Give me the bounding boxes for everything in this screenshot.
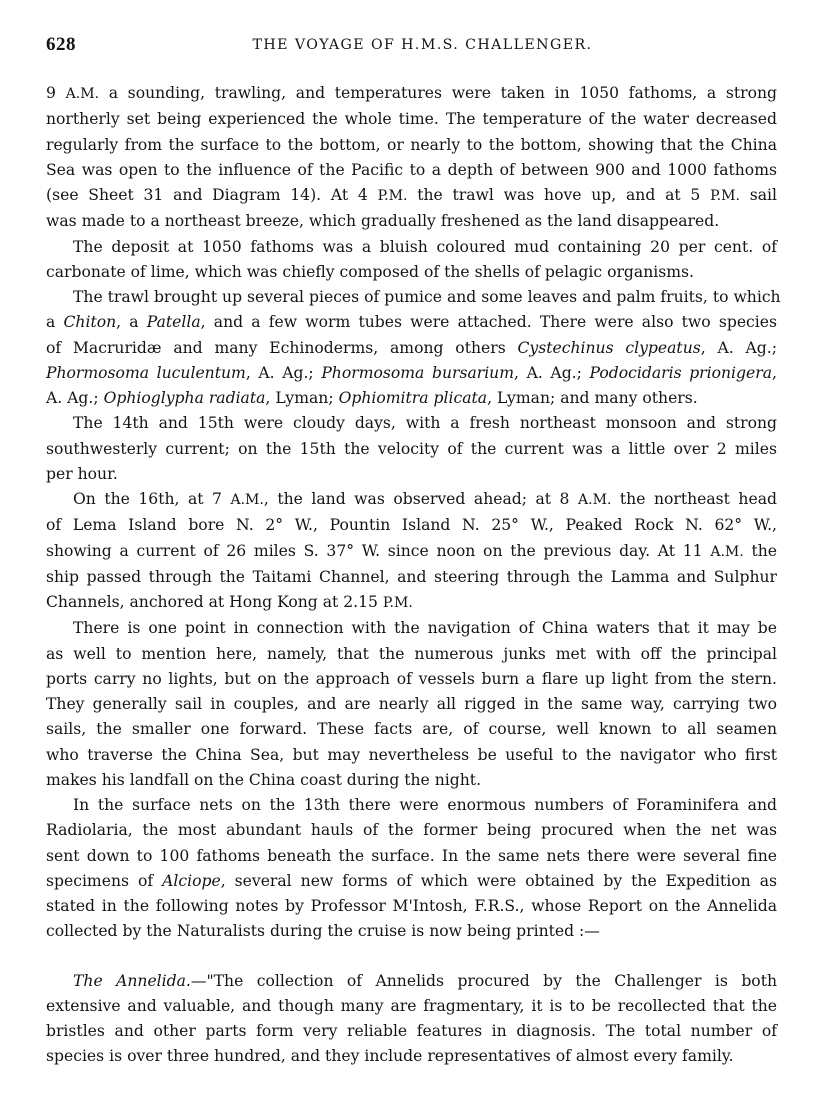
- text-line: carbonate of lime, which was chiefly composed of the shells of pelagic organisms.: [46, 262, 694, 281]
- text-line: who traverse the China Sea, but may nevertheless be useful to the navigator who first: [46, 745, 777, 764]
- text-line: southwesterly current; on the 15th the velocity of the current was a little over 2 miles: [46, 439, 777, 458]
- text-line: species is over three hundred, and they include representatives of almost every family.: [46, 1047, 734, 1066]
- text-line: bristles and other parts form very reliable features in diagnosis. The total number of: [46, 1022, 777, 1040]
- paragraph-p2: [46, 235, 777, 286]
- page-header: [46, 34, 779, 56]
- text-line: makes his landfall on the China coast during the night.: [46, 770, 482, 789]
- paragraph-p5: [46, 487, 777, 616]
- text-line: stated in the following notes by Professor M'Intosh, F.R.S., whose Report on the Annelida: [46, 897, 777, 915]
- text-line: Sea was open to the influence of the Pacific to a depth of between 900 and 1000 fathoms: [46, 160, 777, 179]
- paragraph-p6: [46, 616, 777, 793]
- text-line: extensive and valuable, and though many are fragmentary, it is to be recollected that the: [46, 996, 777, 1015]
- text-line: of Lema Island bore N. 2° W., Pountin Island N. 25° W., Peaked Rock N. 62° W.,: [46, 516, 777, 535]
- paragraph-p8: [46, 969, 777, 1070]
- text-line: There is one point in connection with the navigation of China waters that it may be: [73, 619, 777, 638]
- text-line: regularly from the surface to the bottom, or nearly to the bottom, showing that the China: [46, 135, 777, 154]
- text-line: Channels, anchored at Hong Kong at 2.15 P.M.: [46, 593, 413, 611]
- text-line: of Macruridæ and many Echinoderms, among others Cystechinus clypeatus, A. Ag.;: [46, 338, 777, 357]
- text-line: 9 A.M. a sounding, trawling, and temperatures were taken in 1050 fathoms, a strong: [46, 84, 777, 102]
- text-line: The Annelida.—"The collection of Annelids procured by the Challenger is both: [73, 971, 778, 990]
- text-line: collected by the Naturalists during the cruise is now being printed :—: [46, 922, 600, 941]
- text-line: as well to mention here, namely, that the numerous junks met with off the principal: [46, 644, 777, 663]
- paragraph-p7: [46, 793, 777, 945]
- body-text: [46, 81, 781, 1070]
- text-line: showing a current of 26 miles S. 37° W. since noon on the previous day. At 11 A.M. the: [46, 541, 777, 560]
- text-line: specimens of Alciope, several new forms of which were obtained by the Expedition as: [46, 871, 777, 890]
- text-line: On the 16th, at 7 A.M., the land was observed ahead; at 8 A.M. the northeast head: [73, 490, 777, 508]
- paragraph-p1: [46, 81, 777, 235]
- text-line: ports carry no lights, but on the approach of vessels burn a flare up light from the stern.: [46, 669, 777, 688]
- text-line: (see Sheet 31 and Diagram 14). At 4 P.M. the trawl was hove up, and at 5 P.M. sail: [46, 186, 777, 204]
- running-head: THE VOYAGE OF H.M.S. CHALLENGER.: [252, 37, 593, 53]
- section-gap: [46, 945, 777, 969]
- text-line: The trawl brought up several pieces of pumice and some leaves and palm fruits, to which: [73, 288, 781, 306]
- text-line: In the surface nets on the 13th there were enormous numbers of Foraminifera and: [73, 796, 777, 814]
- paragraph-p4: [46, 411, 777, 487]
- paragraph-p3: [46, 285, 781, 411]
- text-line: The deposit at 1050 fathoms was a bluish coloured mud containing 20 per cent. of: [73, 237, 777, 256]
- text-line: per hour.: [46, 464, 118, 483]
- text-line: was made to a northeast breeze, which gradually freshened as the land disappeared.: [46, 212, 720, 231]
- text-line: sent down to 100 fathoms beneath the surface. In the same nets there were several fine: [46, 846, 777, 865]
- text-line: a Chiton, a Patella, and a few worm tubes were attached. There were also two species: [46, 313, 778, 332]
- page-number: 628: [46, 34, 76, 55]
- text-line: Phormosoma luculentum, A. Ag.; Phormosoma bursarium, A. Ag.; Podocidaris prionigera,: [46, 363, 777, 382]
- text-line: Radiolaria, the most abundant hauls of the former being procured when the net was: [46, 821, 777, 840]
- text-line: The 14th and 15th were cloudy days, with a fresh northeast monsoon and strong: [73, 414, 777, 433]
- text-line: A. Ag.; Ophioglypha radiata, Lyman; Ophiomitra plicata, Lyman; and many others.: [46, 389, 698, 407]
- text-line: sails, the smaller one forward. These facts are, of course, well known to all seamen: [46, 720, 777, 739]
- text-line: northerly set being experienced the whole time. The temperature of the water decreased: [46, 110, 777, 129]
- text-line: ship passed through the Taitami Channel, and steering through the Lamma and Sulphur: [46, 567, 777, 586]
- text-line: They generally sail in couples, and are nearly all rigged in the same way, carrying two: [46, 695, 777, 713]
